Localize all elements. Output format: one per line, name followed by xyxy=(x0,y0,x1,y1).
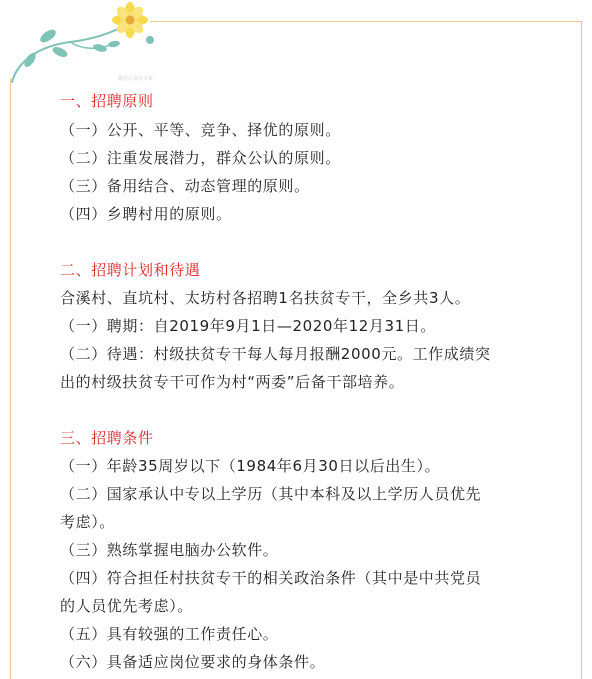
requirement-item: （六）具备适应岗位要求的身体条件。 xyxy=(60,653,326,671)
principle-item: （四）乡聘村用的原则。 xyxy=(60,205,232,223)
requirement-item: （五）具有较强的工作责任心。 xyxy=(60,625,279,643)
section-heading-requirements: 三、招聘条件 xyxy=(60,429,154,447)
requirement-item: （一）年龄35周岁以下（1984年6月30日以后出生）。 xyxy=(60,457,441,475)
requirement-item: （四）符合担任村扶贫专干的相关政治条件（其中是中共党员 xyxy=(60,569,482,587)
requirement-item-continued: 的人员优先考虑）。 xyxy=(60,597,193,615)
principle-item: （三）备用结合、动态管理的原则。 xyxy=(60,177,310,195)
principle-item: （一）公开、平等、竞争、择优的原则。 xyxy=(60,121,341,139)
requirement-item-continued: 考虑）。 xyxy=(60,513,115,531)
plan-line: （二）待遇：村级扶贫专干每人每月报酬2000元。工作成绩突 xyxy=(60,345,491,363)
plan-line-continued: 出的村级扶贫专干可作为村“两委”后备干部培养。 xyxy=(60,373,405,391)
frame-top-border xyxy=(150,21,582,22)
plan-line: 合溪村、直坑村、太坊村各招聘1名扶贫专干，全乡共3人。 xyxy=(60,289,471,307)
frame-right-border xyxy=(581,21,582,679)
plan-line: （一）聘期：自2019年9月1日—2020年12月31日。 xyxy=(60,317,437,335)
principle-item: （二）注重发展潜力，群众公认的原则。 xyxy=(60,149,341,167)
frame-left-border xyxy=(10,78,11,679)
requirement-item: （二）国家承认中专以上学历（其中本科及以上学历人员优先 xyxy=(60,485,482,503)
requirement-item: （三）熟练掌握电脑办公软件。 xyxy=(60,541,279,559)
section-heading-plan-benefits: 二、招聘计划和待遇 xyxy=(60,261,201,279)
section-heading-principles: 一、招聘原则 xyxy=(60,92,154,110)
watermark-text: 微信公众号文章 xyxy=(118,76,154,82)
